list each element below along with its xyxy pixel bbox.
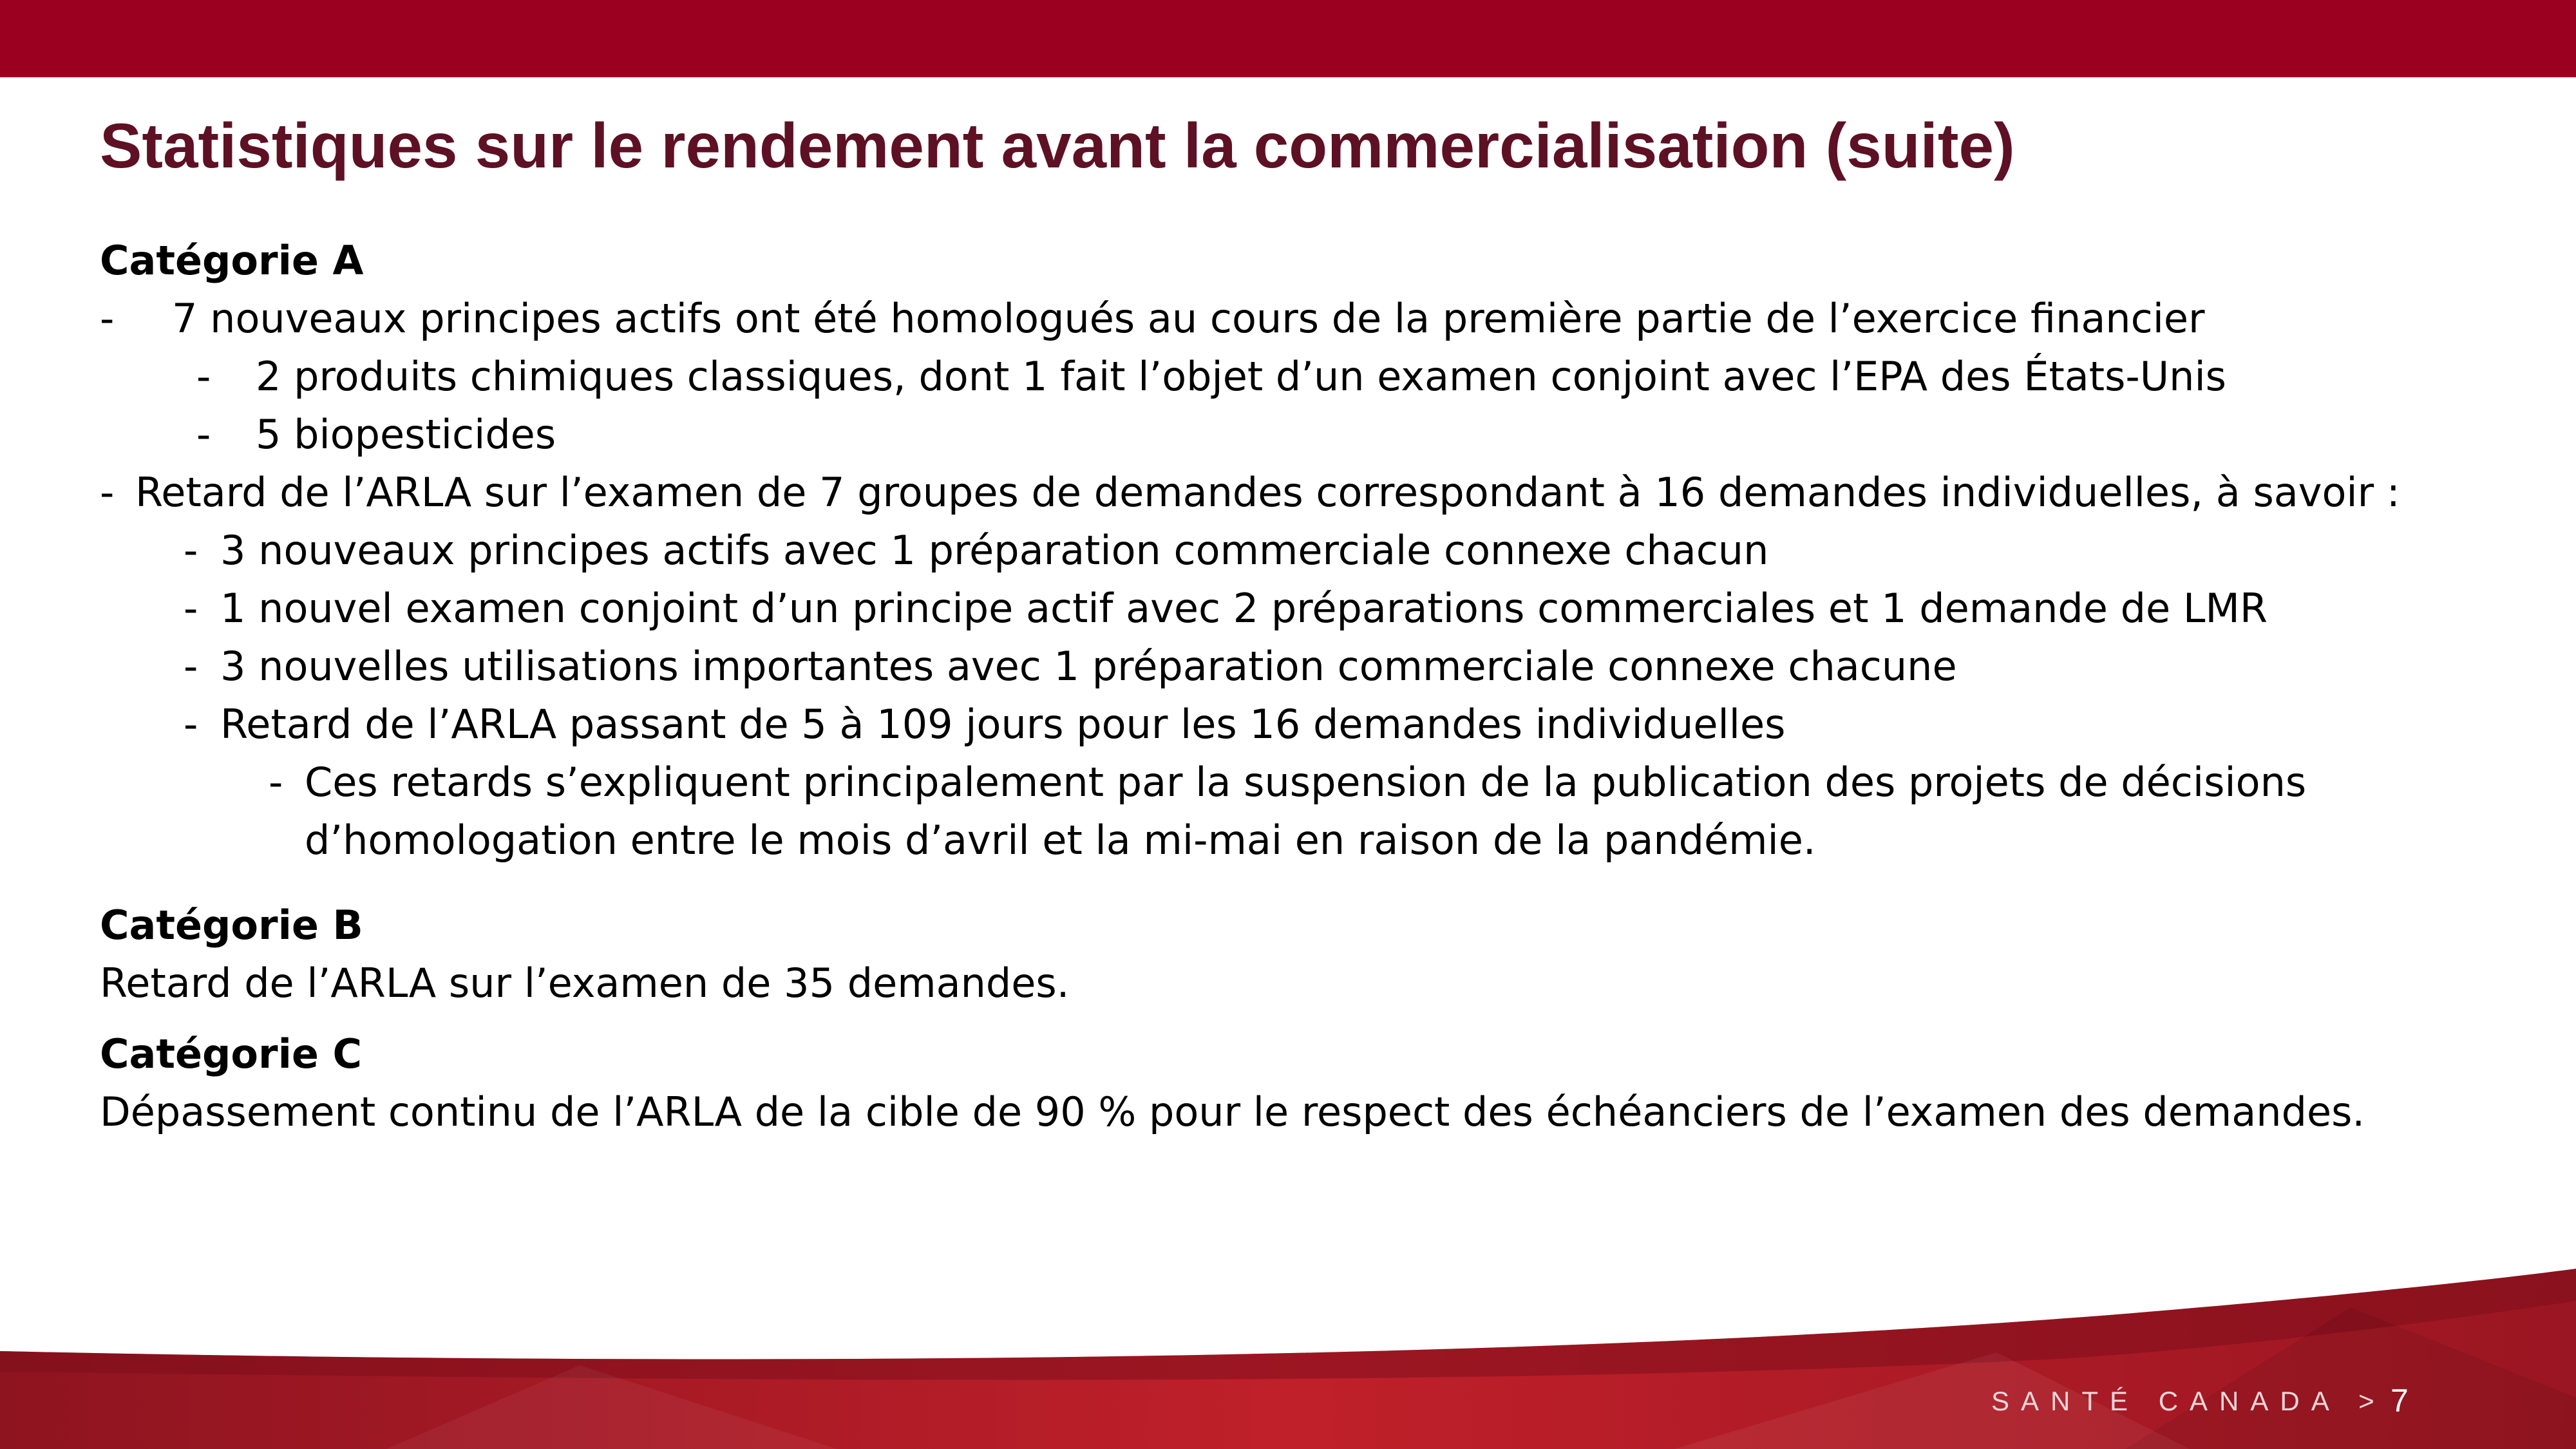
bullet-text: 3 nouveaux principes actifs avec 1 préparation commerciale connexe chacun	[220, 527, 1769, 574]
bullet-dash: -	[100, 469, 115, 516]
bullet-text: 3 nouvelles utilisations importantes avec 1 préparation commerciale connexe chacune	[220, 643, 1957, 690]
sub-bullet-item	[100, 580, 2483, 638]
bullet-text: 5 biopesticides	[256, 411, 556, 458]
bullet-text-line: d’homologation entre le mois d’avril et la mi-mai en raison de la pandémie.	[305, 817, 1816, 864]
sub-bullet-item	[100, 696, 2483, 753]
slide-title: Statistiques sur le rendement avant la commercialisation (suite)	[100, 110, 2015, 181]
bullet-dash: -	[269, 759, 283, 806]
bullet-text: 1 nouvel examen conjoint d’un principe actif avec 2 préparations commerciales et 1 demande de LMR	[220, 585, 2268, 632]
sub-bullet-item	[100, 348, 2483, 406]
slide-body	[100, 232, 2483, 1141]
bullet-dash: -	[184, 527, 198, 574]
category-b-heading: Catégorie B	[100, 902, 363, 949]
brand-wordmark: SANTÉ CANADA >	[1991, 1386, 2386, 1416]
sub-bullet-item	[100, 406, 2483, 464]
bullet-dash: -	[184, 585, 198, 632]
category-b-text: Retard de l’ARLA sur l’examen de 35 demandes.	[100, 960, 1070, 1007]
bullet-dash: -	[184, 643, 198, 690]
bullet-dash: -	[196, 353, 211, 400]
bullet-text: Retard de l’ARLA sur l’examen de 7 groupes de demandes correspondant à 16 demandes individuelles, à savoir :	[135, 469, 2400, 516]
bullet-dash: -	[184, 701, 198, 748]
bullet-text: 2 produits chimiques classiques, dont 1 fait l’objet d’un examen conjoint avec l’EPA des États-Unis	[256, 353, 2226, 400]
bullet-text: 7 nouveaux principes actifs ont été homologués au cours de la première partie de l’exercice financier	[172, 295, 2205, 342]
bullet-text-line: Ces retards s’expliquent principalement par la suspension de la publication des projets de décisions	[305, 759, 2307, 806]
sub-sub-bullet-item	[100, 753, 2483, 869]
sub-bullet-item	[100, 638, 2483, 696]
bullet-item	[100, 290, 2483, 348]
category-c-text: Dépassement continu de l’ARLA de la cible de 90 % pour le respect des échéanciers de l’examen des demandes.	[100, 1088, 2365, 1135]
category-a-heading: Catégorie A	[100, 237, 364, 284]
sub-bullet-item	[100, 522, 2483, 580]
bullet-dash: -	[100, 295, 115, 342]
category-c-heading: Catégorie C	[100, 1030, 362, 1077]
page-number: 7	[2391, 1383, 2409, 1419]
bullet-dash: -	[196, 411, 211, 458]
footer-wave-graphic	[0, 1269, 2576, 1449]
bullet-item	[100, 464, 2483, 522]
top-color-band	[0, 0, 2576, 77]
footer-band	[0, 1269, 2576, 1449]
bullet-text: Retard de l’ARLA passant de 5 à 109 jours pour les 16 demandes individuelles	[220, 701, 1786, 748]
